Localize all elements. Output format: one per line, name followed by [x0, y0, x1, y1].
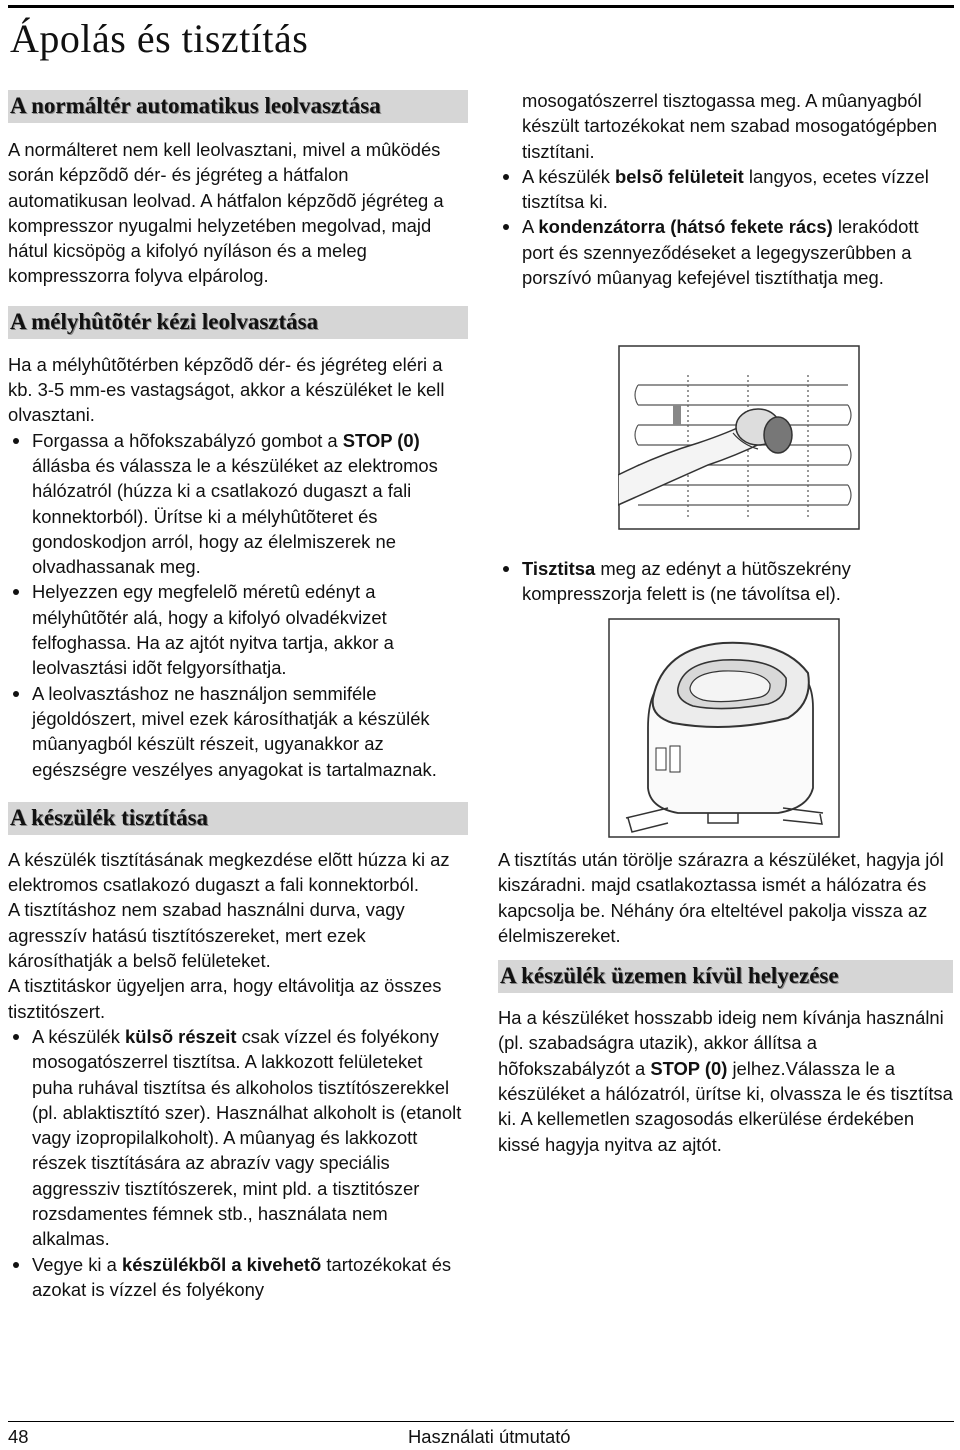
bullet-icon	[503, 566, 509, 572]
bullet-icon	[13, 589, 19, 595]
list-item: Forgassa a hõfokszabályzó gombot a STOP (0) állásba és válassza le a készüléket az elektromos hálózatról (húzza ki a csatlakozó dugaszt a fali konnektorból). Ürítse ki a mélyhûtõteret és gondoskodjon arról, hogy az élelmiszerek ne olvadhassanak meg.	[8, 428, 468, 580]
bullet-icon	[503, 224, 509, 230]
cleaning-paragraph-1: A készülék tisztításának megkezdése elõtt húzza ki az elektromos csatlakozó dugaszt a fali konnektorból.	[8, 848, 450, 896]
list-item: Vegye ki a készülékbõl a kivehetõ tartozékokat és azokat is vízzel és folyékony	[8, 1252, 468, 1303]
section-heading-out-of-service: A készülék üzemen kívül helyezése	[498, 960, 953, 993]
right-column-bottom	[498, 847, 953, 1157]
section-heading-cleaning: A készülék tisztítása	[8, 802, 468, 835]
right-column-middle	[498, 556, 953, 607]
bullet-icon	[13, 1262, 19, 1268]
right-column-top	[498, 88, 953, 290]
list-item: A készülék belsõ felületeit langyos, ecetes vízzel tisztítsa ki.	[498, 164, 953, 215]
list-item: A leolvasztáshoz ne használjon semmiféle jégoldószert, mivel ezek károsíthatják a készülék mûanyagból készült részeit, ugyanakkor az egészségre veszélyes anyagokat is tartalmaznak.	[8, 681, 468, 782]
list-item: A kondenzátorra (hátsó fekete rács) lerakódott port és szennyeződéseket a legegyszerûbben a porszívó mûanyag kefejével tisztíthatja meg.	[498, 214, 953, 290]
page-title: Ápolás és tisztítás	[10, 16, 309, 61]
manual-defrost-paragraph: Ha a mélyhûtõtérben képzõdõ dér- és jégréteg eléri a kb. 3-5 mm-es vastagságot, akkor a készüléket le kell olvasztani.	[8, 353, 445, 426]
left-column	[8, 88, 468, 1302]
out-of-service-paragraph: Ha a készüléket hosszabb ideig nem kívánja használni (pl. szabadságra utazik), akkor állítsa a hõfokszabályzót a STOP (0) jelhez.Válassza le a készüléket a hálózatról, ürítse ki, olvassza le és tisztítsa ki. A kellemetlen szagosodás elkerülése érdekében kissé hagyja nyitva az ajtót.	[498, 1007, 953, 1155]
bullet-icon	[13, 438, 19, 444]
compressor-illustration	[608, 618, 840, 838]
list-item: A készülék külsõ részeit csak vízzel és folyékony mosogatószerrel tisztítsa. A lakkozott felületeket puha ruhával tisztítsa és alkoholos tisztítószerekkel (pl. ablaktisztító szer). Használhat alkoholt is (etanolt vagy izopropilalkoholt). A mûanyag és lakkozott részek tisztítására az abrazív vagy speciális aggressziv tisztítószerek, mint pld. a tisztitószer rozsdamentes fémnek stb., használata nem alkalmas.	[8, 1024, 468, 1252]
list-item: Helyezzen egy megfelelõ méretû edényt a mélyhûtõtér alá, hogy a kifolyó olvadékvizet felfoghassa. Ha az ajtót nyitva tartja, akkor a leolvasztási idõt felgyorsíthatja.	[8, 579, 468, 680]
bullet-icon	[503, 174, 509, 180]
page-number: 48	[8, 1426, 29, 1447]
auto-defrost-paragraph: A normálteret nem kell leolvasztani, mivel a mûködés során képzõdõ dér- és jégréteg a hátfalon automatikusan leolvad. A hátfalon képzõdõ jégréteg a kompresszor nyugalmi helyzetében megolvad, majd hátul kicsöpög a kifolyó nyíláson és a meleg kompresszorra folyva elpárolog.	[8, 139, 444, 287]
footer-rule	[8, 1421, 954, 1422]
manual-title: Használati útmutató	[408, 1426, 571, 1447]
section-heading-auto-defrost: A normáltér automatikus leolvasztása	[8, 90, 468, 123]
cleaning-paragraph-3: A tisztitáskor ügyeljen arra, hogy eltávolitja az összes tisztitószert.	[8, 975, 442, 1022]
bullet-icon	[13, 1034, 19, 1040]
list-item: mosogatószerrel tisztogassa meg. A mûanyagból készült tartozékokat nem szabad mosogatógépben tisztítani.	[522, 90, 938, 162]
cleaning-paragraph-2: A tisztításhoz nem szabad használni durva, vagy agresszív hatású tisztítószereket, mert ezek károsíthatják a belsõ felületeket.	[8, 899, 405, 972]
cleaning-list-continued	[498, 88, 953, 290]
section-heading-manual-defrost: A mélyhûtõtér kézi leolvasztása	[8, 306, 468, 339]
after-cleaning-paragraph: A tisztítás után törölje szárazra a készüléket, hagyja jól kiszáradni. majd csatlakoztassa ismét a hálózatra és kapcsolja be. Néhány óra elteltével pakolja vissza az élelmiszereket.	[498, 849, 944, 946]
bullet-icon	[13, 691, 19, 697]
manual-defrost-list	[8, 428, 468, 782]
cleaning-list	[8, 1024, 468, 1302]
condenser-cleaning-illustration	[618, 345, 860, 530]
top-rule	[8, 5, 954, 8]
list-item: Tisztitsa meg az edényt a hütõszekrény kompresszorja felett is (ne távolítsa el).	[498, 556, 953, 607]
